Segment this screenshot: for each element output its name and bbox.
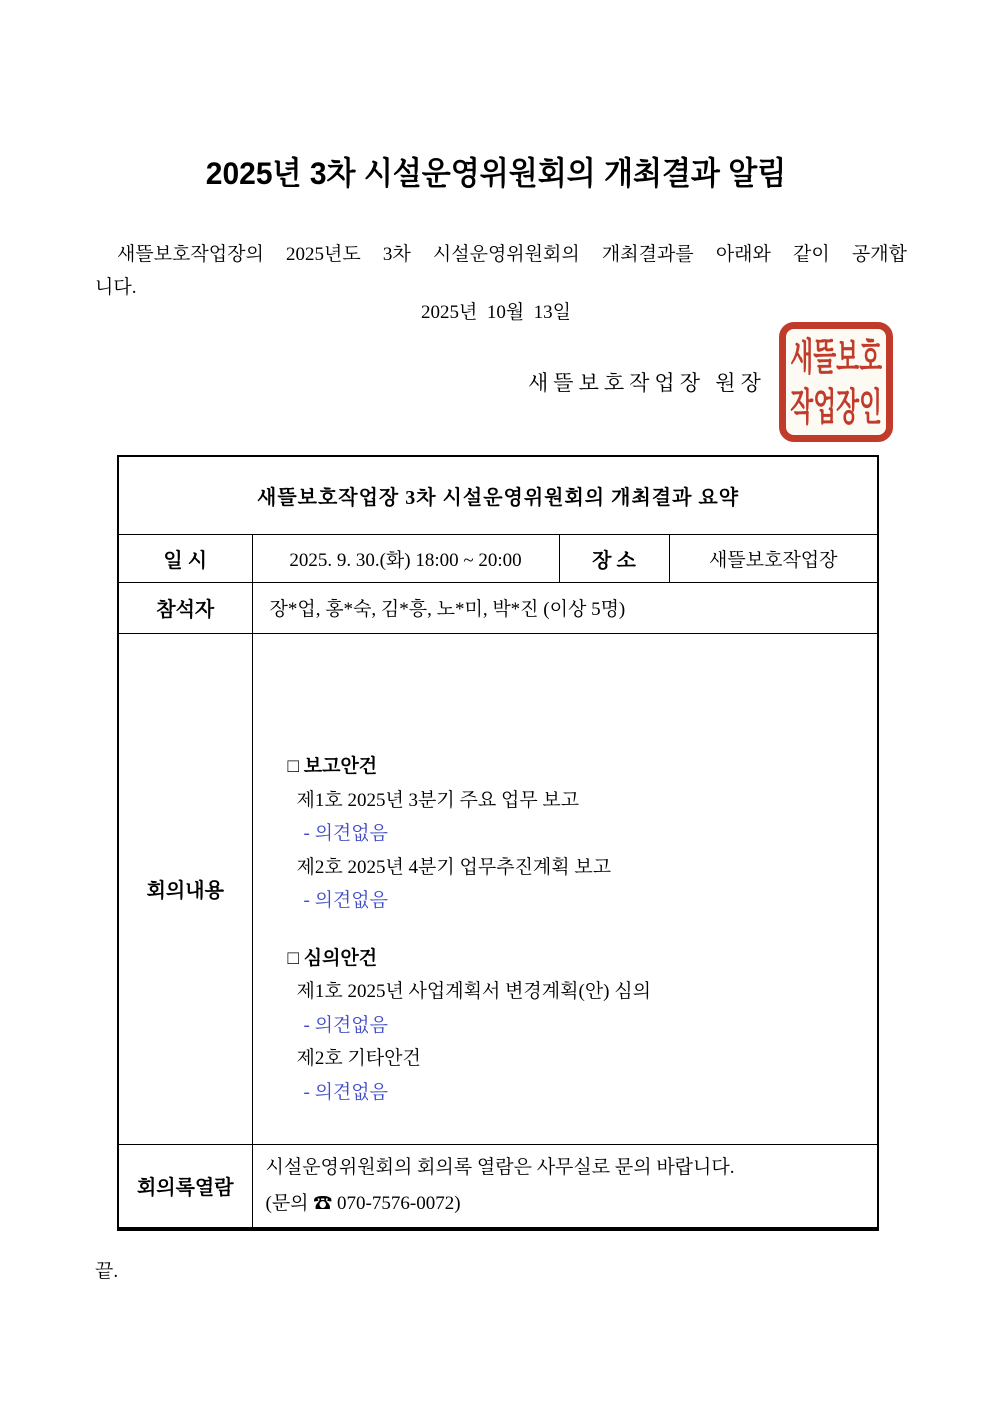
intro-line-1: 새뜰보호작업장의 2025년도 3차 시설운영위원회의 개최결과를 아래와 같이 공개합 [117,244,907,265]
content-line-opinion: - 의견없음 [303,890,388,911]
table-row-datetime [118,534,878,582]
minutes-line-1: 시설운영위원회의 회의록 열람은 사무실로 문의 바랍니다. [265,1156,735,1178]
content-line-spacer [253,918,878,942]
content-label: 회의내용 [118,633,252,1144]
page-title: 2025년 3차 시설운영위원회의 개최결과 알림 [205,156,787,192]
attendees-label: 참석자 [118,582,252,633]
seal-text-row-2: 작업장인 [790,385,882,429]
place-value: 새뜰보호작업장 [669,534,878,582]
table-row-content [118,633,878,1144]
official-seal-stamp [779,322,893,442]
content-line-item: 제1호 2025년 사업계획서 변경계획(안) 심의 [296,981,651,1002]
end-mark: 끝. [95,1261,119,1282]
content-line-opinion: - 의견없음 [303,1014,388,1036]
minutes-label: 회의록열람 [118,1144,252,1229]
content-line-item: 제2호 기타안건 [296,1048,421,1069]
seal-text-row-1: 새뜰보호 [790,335,882,379]
content-line-item: 제2호 2025년 4분기 업무추진계획 보고 [296,856,612,878]
content-line-section: □ 보고안건 [287,756,378,777]
meeting-summary-table [117,455,877,1231]
content-line-opinion: - 의견없음 [303,823,388,844]
content-line-item: 제1호 2025년 3분기 주요 업무 보고 [296,789,580,811]
content-line-opinion: - 의견없음 [303,1081,388,1103]
datetime-value: 2025. 9. 30.(화) 18:00 ~ 20:00 [252,534,559,582]
place-label: 장 소 [559,534,669,582]
attendees-value: 장*업, 홍*숙, 김*흥, 노*미, 박*진 (이상 5명) [252,582,878,633]
table-title: 새뜰보호작업장 3차 시설운영위원회의 개최결과 요약 [118,456,878,534]
minutes-line-2: (문의 ☎ 070-7576-0072) [265,1192,461,1214]
table-row-minutes [118,1144,878,1229]
table-header-row [118,456,878,534]
datetime-label: 일 시 [118,534,252,582]
minutes-info [252,1144,878,1229]
intro-paragraph [95,238,907,304]
document-date: 2025년 10월 13일 [420,302,572,323]
meeting-content [252,633,878,1144]
intro-line-2: 니다. [95,277,137,298]
signer-title: 새뜰보호작업장 원장 [528,371,766,395]
content-line-section: □ 심의안건 [287,947,378,969]
table-row-attendees [118,582,878,633]
